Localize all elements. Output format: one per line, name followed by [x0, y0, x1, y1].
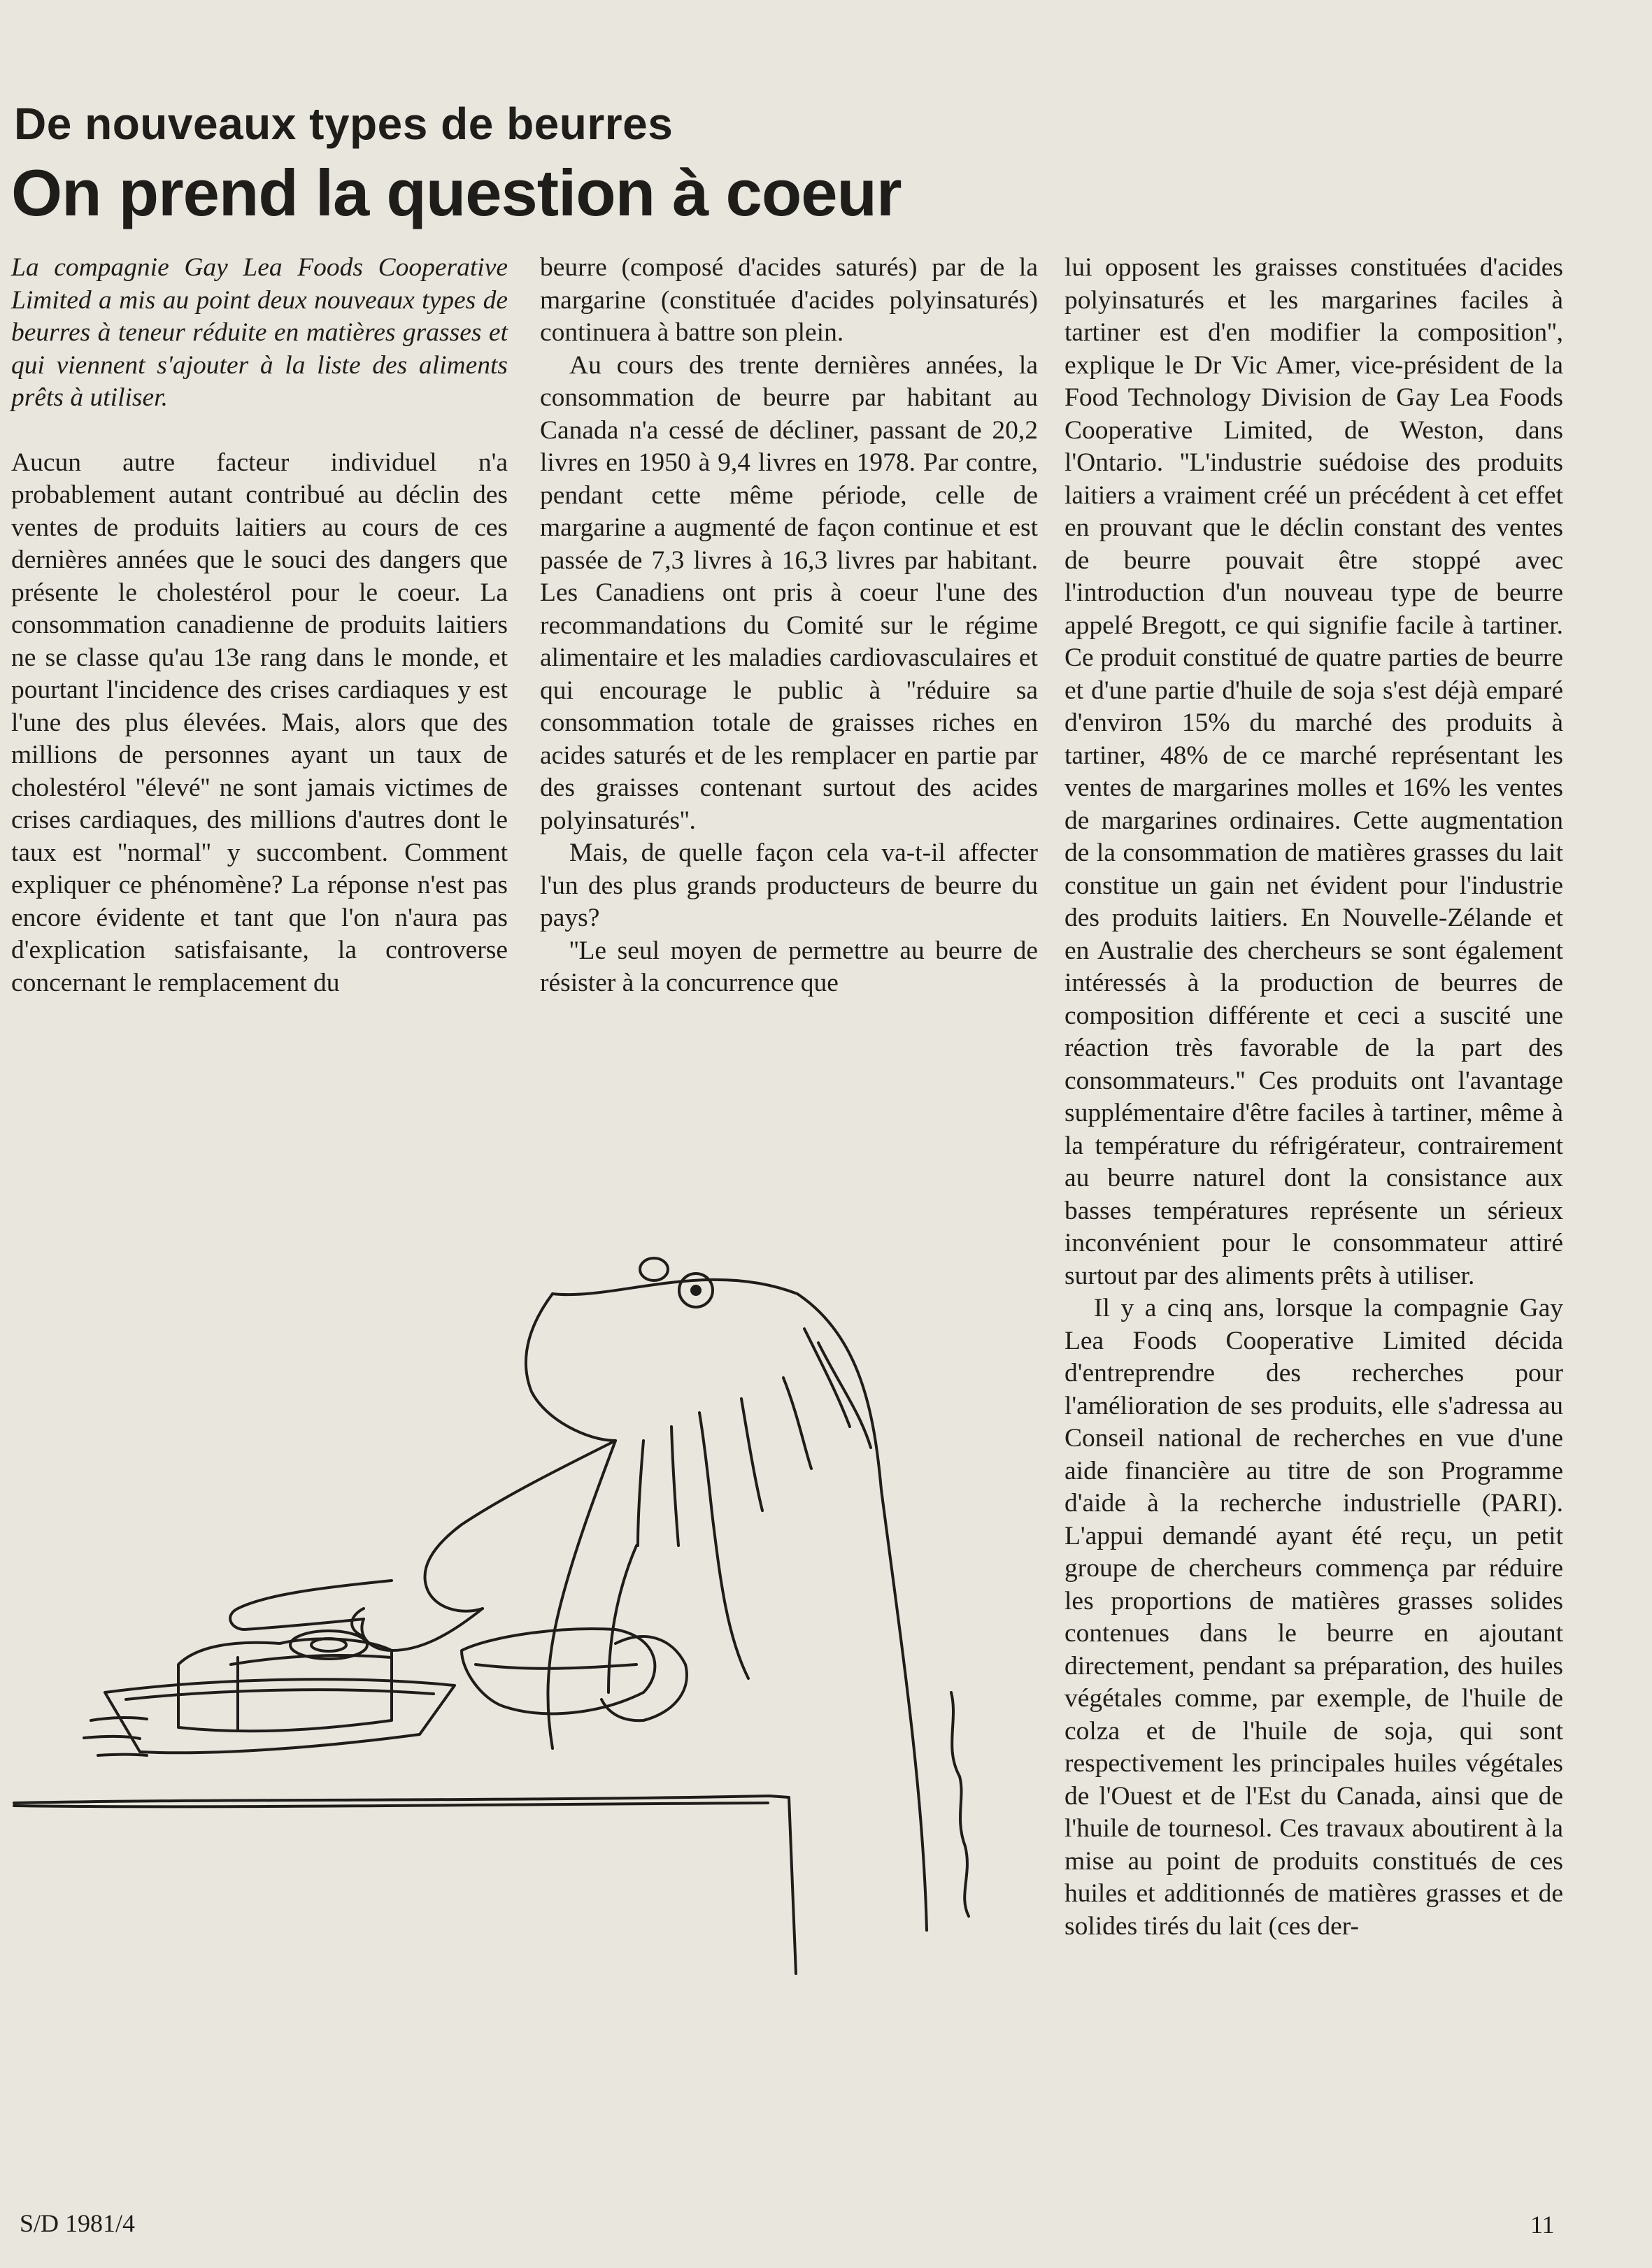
article-headline: On prend la question à coeur — [11, 156, 902, 229]
article-kicker: De nouveaux types de beurres — [14, 99, 674, 149]
column-3-paragraph-1: lui opposent les graisses constituées d'acides polyinsaturés et les margarines faciles à tartiner est d'en modifier la composition'', explique le Dr Vic Amer, vice-président de la Food Technology Division de Gay Lea Foods Cooperative Limited, de Weston, dans l'Ontario. ''L'industrie suédoise des produits laitiers a vraiment créé un précédent à cet effet en prouvant que le déclin constant des ventes de beurre pouvait être stoppé avec l'introduction d'un nouveau type de beurre appelé Bregott, ce qui signifie facile à tartiner. Ce produit constitué de quatre parties de beurre et d'une partie d'huile de soja s'est déjà emparé d'environ 15% du marché des produits à tartiner, 48% de ce marché représentant les ventes de margarines molles et 16% les ventes de margarines ordinaires. Cette augmentation de la consommation de matières grasses du lait constitue un gain net évident pour l'industrie des produits laitiers. En Nouvelle-Zélande et en Australie des chercheurs se sont également intéressés à la production de beurres de composition différente et ceci a suscité une réaction très favorable de la part des consommateurs.'' Ces produits ont l'avantage supplémentaire d'être faciles à tartiner, même à la température du réfrigérateur, contrairement au beurre naturel dont la consistance aux basses températures représente un sérieux inconvénient pour le consommateur attiré surtout par des aliments prêts à utiliser. — [1064, 253, 1563, 1290]
column-2-paragraph-4: ''Le seul moyen de permettre au beurre de résister à la concurrence que — [540, 936, 1038, 997]
column-1 — [11, 252, 508, 999]
column-2-paragraph-3: Mais, de quelle façon cela va-t-il affecter l'un des plus grands producteurs de beurre du pays? — [540, 839, 1038, 932]
walrus-body — [553, 1280, 927, 1930]
walrus-cartoon-illustration — [0, 1217, 1007, 2056]
column-2-paragraph-2: Au cours des trente dernières années, la consommation de beurre par habitant au Canada n'a cessé de décliner, passant de 20,2 livres en 1950 à 9,4 livres en 1978. Par contre, pendant cette même période, celle de margarine a augmenté de façon continue et est passée de 7,3 livres à 16,3 livres par habitant. Les Canadiens ont pris à coeur l'une des recommandations du Comité sur le régime alimentaire et les maladies cardiovasculaires et qui encourage le public à ''réduire sa consommation totale de graisses riches en acides saturés et de les remplacer en partie par des graisses contenant surtout des acides polyinsaturés''. — [540, 350, 1038, 835]
column-3-paragraph-2: Il y a cinq ans, lorsque la compagnie Gay Lea Foods Cooperative Limited décida d'entreprendre des recherches pour l'amélioration de ses produits, elle s'adressa au Conseil national de recherches en vue d'une aide financière au titre de son Programme d'aide à la recherche industrielle (PARI). L'appui demandé ayant été reçu, un petit groupe de chercheurs commença par réduire les proportions de matières grasses solides contenues dans le beurre en ajoutant directement, pendant sa préparation, des huiles végétales comme, par exemple, de l'huile de colza et de l'huile de soja, qui sont respectivement les principales huiles végétales de l'Ouest et de l'Est du Canada, ainsi que de l'huile de tournesol. Ces travaux aboutirent à la mise au point de produits constitués de ces huiles et additionnés de matières grasses et de solides tirés du lait (ces der- — [1064, 1294, 1563, 1941]
column-1-body: Aucun autre facteur individuel n'a probablement autant contribué au déclin des ventes de produits laitiers au cours de ces dernières années que le souci des dangers que présente le cholestérol pour le coeur. La consommation canadienne de produits laitiers ne se classe qu'au 13e rang dans le monde, et pourtant l'incidence des crises cardiaques y est l'une des plus élevées. Mais, alors que des millions de personnes ayant un taux de cholestérol ''élevé'' ne sont jamais victimes de crises cardiaques, des millions d'autres dont le taux est ''normal'' y succombent. Comment expliquer ce phénomène? La réponse n'est pas encore évidente et tant que l'on n'aura pas d'explication satisfaisante, la controverse concernant le remplacement du — [11, 448, 508, 997]
bread-slice — [462, 1629, 655, 1713]
walrus-holding-hand — [601, 1636, 687, 1720]
artist-signature — [951, 1692, 969, 1916]
walrus-whiskers — [638, 1329, 871, 1546]
column-2 — [540, 252, 1038, 1000]
column-3 — [1064, 252, 1563, 1943]
issue-label: S/D 1981/4 — [20, 2209, 136, 2237]
walrus-pointing-arm — [425, 1441, 615, 1611]
page-number: 11 — [1530, 2211, 1555, 2239]
column-2-paragraph-1: beurre (composé d'acides saturés) par de la margarine (constituée d'acides polyinsaturés) continuera à battre son plein. — [540, 253, 1038, 347]
table-outline — [14, 1796, 796, 1974]
article-lead: La compagnie Gay Lea Foods Cooperative Limited a mis au point deux nouveaux types de beurres à teneur réduite en matières grasses et qui viennent s'ajouter à la liste des aliments prêts à utiliser. — [11, 253, 508, 412]
